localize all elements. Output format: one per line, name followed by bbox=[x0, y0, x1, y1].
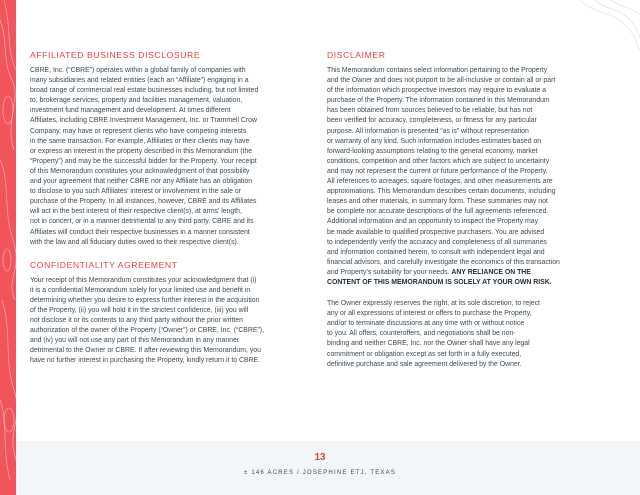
right-column bbox=[327, 50, 610, 370]
affiliated-disclosure-body: CBRE, Inc. (“CBRE”) operates within a global family of companies with many subsidiaries and related entities (each an “Affiliate”) engaging in a broad range of commercial real estate businesses including, but not limited to, brokerage services, property and facilities management, valuation, investment fund management and development. At times different Affiliates, including CBRE Investment Management, Inc. or Trammell Crow Company, may have or represent clients who have competing interests in the same transaction. For example, Affiliates or their clients may have or express an interest in the property described in this Memorandum (the “Property”) and may be the successful bidder for the Property. Your receipt of this Memorandum constitutes your acknowledgment of that possibility and your agreement that neither CBRE nor any Affiliate has an obligation to disclose to you such Affiliates’ interest or involvement in the sale or purchase of the Property. In all instances, however, CBRE and its Affiliates will act in the best interest of their respective client(s), at arms’ length, not in concert, or in a manner detrimental to any third party. CBRE and its Affiliates will conduct their respective businesses in a manner consistent with the law and all fiduciary duties owed to their respective client(s). bbox=[30, 67, 259, 246]
footer-property-label: ± 146 ACRES / JOSEPHINE ETJ, TEXAS bbox=[243, 470, 397, 476]
decorative-side-band bbox=[0, 0, 16, 495]
disclaimer-reliance-warning: ANY RELIANCE ON THE CONTENT OF THIS MEMORANDUM IS SOLELY AT YOUR OWN RISK. bbox=[327, 268, 552, 286]
left-column bbox=[30, 50, 313, 367]
topo-pattern-icon bbox=[0, 0, 16, 495]
confidentiality-heading: CONFIDENTIALITY AGREEMENT bbox=[30, 259, 178, 270]
disclaimer-heading: DISCLAIMER bbox=[327, 50, 386, 60]
footer-bar bbox=[16, 441, 640, 495]
disclaimer-reservation-body: The Owner expressly reserves the right, at its sole discretion, to reject any or all expressions of interest or offers to purchase the Property, and/or to terminate discussions at any time with or without notice to you. All offers, counteroffers, and negotiations shall be non- binding and neither CBRE, Inc. nor the Owner shall have any legal commitment or obligation except as set forth in a fully executed, definitive purchase and sale agreement delivered by the Owner. bbox=[327, 300, 540, 368]
page-number: 13 bbox=[314, 452, 326, 463]
confidentiality-body: Your receipt of this Memorandum constitutes your acknowledgment that (i) it is a confidential Memorandum solely for your limited use and benefit in determining whether you desire to express further interest in the acquisition of the Property, (ii) you will hold it in the strictest confidence, (iii) you will not disclose it or its contents to any third party without the prior written authorization of the owner of the Property (“Owner”) or CBRE, Inc. (“CBRE”), and (iv) you will not use any part of this Memorandum in any manner detrimental to the Owner or CBRE. If after reviewing this Memorandum, you have no further interest in purchasing the Property, kindly return it to CBRE. bbox=[30, 276, 264, 365]
disclaimer-body-text: This Memorandum contains select information pertaining to the Property and the Owner and does not purport to be all-inclusive or contain all or part of the information which prospective investors may require to evaluate a purchase of the Property. The information contained in this Memorandum has been obtained from sources believed to be reliable, but has not been verified for accuracy, completeness, or fitness for any particular purpose. All information is presented “as is” without representation or warranty of any kind. Such information includes estimates based on forward-looking assumptions relating to the general economy, market conditions, competition and other factors which are subject to uncertainty and may not represent the current or future performance of the Property. All references to acreages, square footages, and other measurements are approximations. This Memorandum describes certain documents, including leases and other materials, in summary form. These summaries may not be complete nor accurate descriptions of the full agreements referenced. Additional information and an opportunity to inspect the Property may be made available to qualified prospective purchasers. You are advised to independently verify the accuracy and completeness of all summaries and information contained herein, to consult with independent legal and financial advisors, and carefully investigate the economics of this transaction and Property’s suitability for your needs. bbox=[327, 67, 560, 276]
affiliated-disclosure-heading: AFFILIATED BUSINESS DISCLOSURE bbox=[30, 50, 201, 60]
disclaimer-body bbox=[327, 66, 610, 288]
